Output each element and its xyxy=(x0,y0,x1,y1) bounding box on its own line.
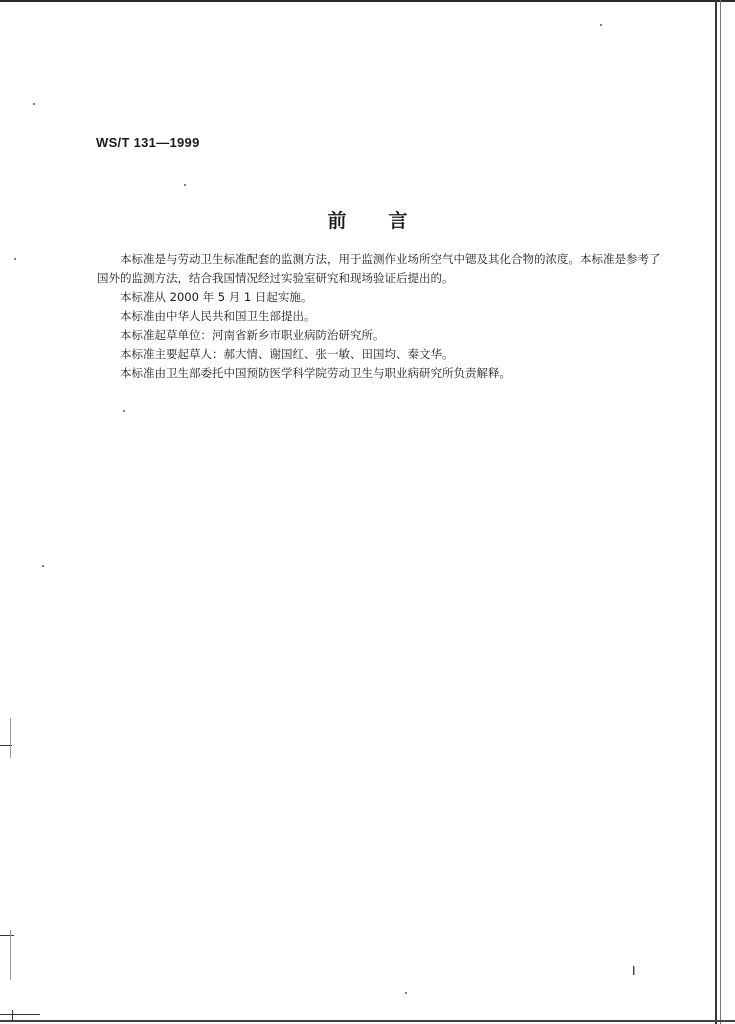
margin-tick xyxy=(0,935,14,936)
margin-tick xyxy=(0,1014,40,1015)
scan-border-bottom xyxy=(0,1020,735,1022)
scan-speck xyxy=(600,24,602,26)
scan-border-right xyxy=(715,0,717,1024)
margin-tick xyxy=(10,718,11,758)
scan-speck xyxy=(14,258,16,260)
scan-border-top xyxy=(0,0,735,2)
paragraph: 本标准由中华人民共和国卫生部提出。 xyxy=(120,309,316,323)
scan-speck xyxy=(405,992,407,994)
scan-speck xyxy=(33,103,35,105)
scan-speck xyxy=(42,565,44,567)
foreword-body xyxy=(97,250,667,383)
scan-border-right-inner xyxy=(720,0,721,1024)
paragraph: 本标准从 2000 年 5 月 1 日起实施。 xyxy=(120,290,313,304)
paragraph: 本标准起草单位：河南省新乡市职业病防治研究所。 xyxy=(120,328,385,342)
standard-code: WS/T 131—1999 xyxy=(96,135,200,150)
page-title: 前言 xyxy=(327,210,450,232)
paragraph: 本标准主要起草人：郝大情、谢国红、张一敏、田国均、秦文华。 xyxy=(120,347,454,361)
page-number: I xyxy=(632,964,636,978)
paragraph: 本标准是与劳动卫生标准配套的监测方法，用于监测作业场所空气中锶及其化合物的浓度。本标准是参考了国外的监测方法，结合我国情况经过实验室研究和现场验证后提出的。 xyxy=(97,252,661,285)
scan-speck xyxy=(184,184,186,186)
paragraph: 本标准由卫生部委托中国预防医学科学院劳动卫生与职业病研究所负责解释。 xyxy=(120,366,511,380)
margin-tick xyxy=(10,930,11,980)
scan-speck xyxy=(123,410,125,412)
margin-tick xyxy=(12,1010,13,1022)
